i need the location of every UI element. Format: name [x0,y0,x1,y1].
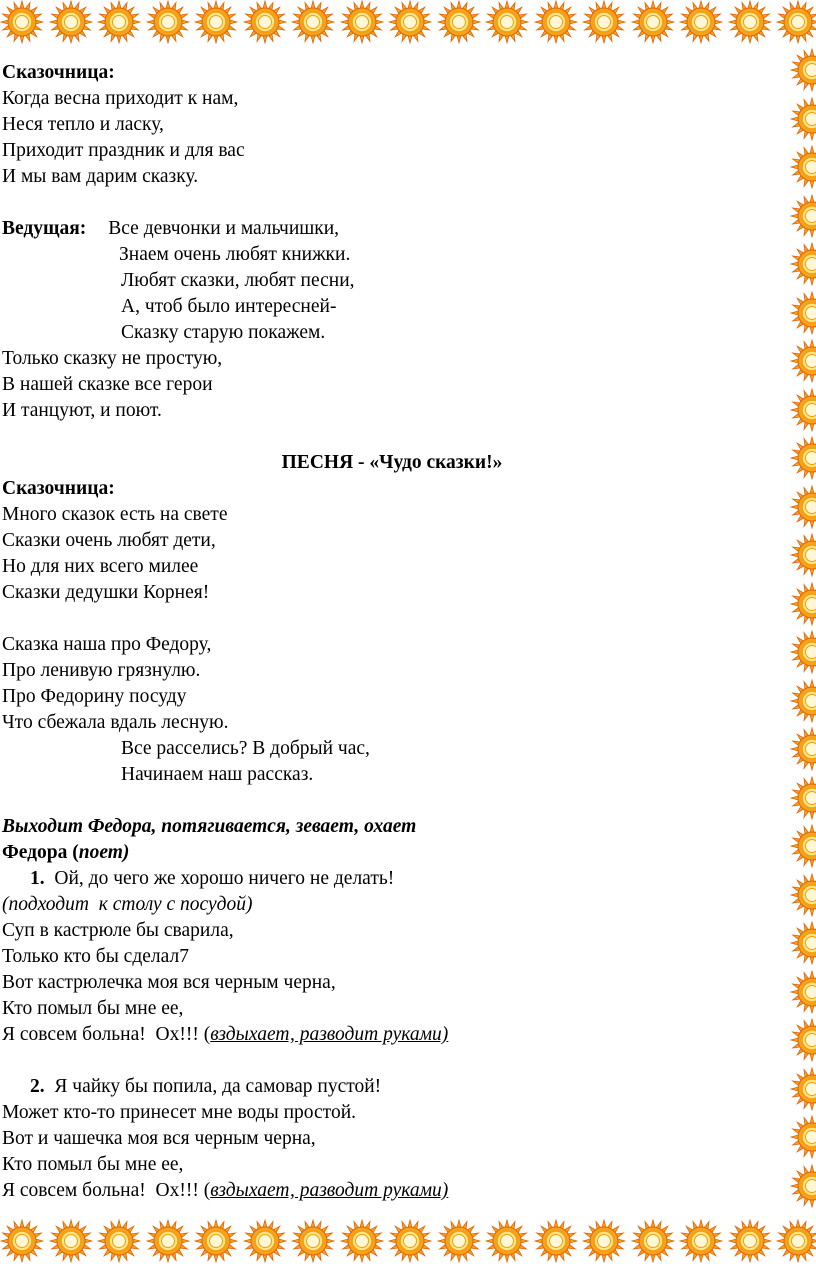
sun-icon [437,0,481,44]
sun-icon [582,0,626,44]
sun-icon [437,1219,481,1263]
sun-icon [0,1219,44,1263]
sun-icon [790,582,816,626]
verse-line: Про Федорину посуду [2,684,782,710]
sun-icon [790,873,816,917]
verse-line: Начинаем наш рассказ. [2,762,782,788]
sun-icon [97,1219,141,1263]
song-title: ПЕСНЯ - «Чудо сказки!» [2,450,782,476]
sun-icon [243,1219,287,1263]
verse-line: Только сказку не простую, [2,346,782,372]
stage-direction: вздыхает, разводит руками) [210,1024,448,1045]
sun-icon [790,1018,816,1062]
sun-icon [776,0,816,44]
sun-icon [291,1219,335,1263]
sun-icon [790,679,816,723]
stage-direction: Выходит Федора, потягивается, зевает, охает [2,814,782,840]
sun-icon [790,291,816,335]
verse-line: В нашей сказке все герои [2,372,782,398]
sun-icon [790,776,816,820]
sun-icon [291,0,335,44]
sun-icon [790,145,816,189]
verse-line: Про ленивую грязнулю. [2,658,782,684]
sun-icon [790,533,816,577]
sun-icon [534,0,578,44]
border-top [0,0,816,44]
sun-icon [582,1219,626,1263]
sun-icon [790,339,816,383]
speaker-label: Сказочница: [2,476,782,502]
sun-icon [790,1067,816,1111]
verse-line: И мы вам дарим сказку. [2,164,782,190]
border-right [790,44,816,1219]
speaker-label: Сказочница: [2,60,782,86]
sun-icon [728,0,772,44]
verse-line: Кто помыл бы мне ее, [2,996,782,1022]
sun-icon [146,0,190,44]
verse-line: Но для них всего милее [2,554,782,580]
verse-line: Все расселись? В добрый час, [2,736,782,762]
verse-number: 2. [30,1076,45,1097]
verse-line: Я совсем больна! Ох!!! (вздыхает, разводит руками) [2,1178,782,1204]
verse-line: Сказки дедушки Корнея! [2,580,782,606]
sun-icon [679,0,723,44]
sun-icon [388,1219,432,1263]
verse-line: Ведущая: Все девчонки и мальчишки, [2,216,782,242]
verse-line: Вот кастрюлечка моя вся черным черна, [2,970,782,996]
sun-icon [146,1219,190,1263]
sun-icon [790,436,816,480]
verse-line: Много сказок есть на свете [2,502,782,528]
verse-line: Любят сказки, любят песни, [2,268,782,294]
verse-line: Может кто-то принесет мне воды простой. [2,1100,782,1126]
stage-direction: вздыхает, разводит руками) [210,1180,448,1201]
speaker-label: Ведущая: [2,218,86,239]
verse-line: Сказка наша про Федору, [2,632,782,658]
sun-icon [790,194,816,238]
sun-icon [790,727,816,771]
sun-icon [790,485,816,529]
verse-line: 1. Ой, до чего же хорошо ничего не делать! [2,866,782,892]
verse-line: Неся тепло и ласку, [2,112,782,138]
sun-icon [243,0,287,44]
sun-icon [485,1219,529,1263]
sun-icon [0,0,44,44]
verse-line: А, чтоб было интересней- [2,294,782,320]
sun-icon [790,1115,816,1159]
stage-direction: (подходит к столу с посудой) [2,892,782,918]
verse-line: Что сбежала вдаль лесную. [2,710,782,736]
verse-line: Приходит праздник и для вас [2,138,782,164]
sun-icon [790,630,816,674]
verse-line: 2. Я чайку бы попила, да самовар пустой! [2,1074,782,1100]
verse-line: Когда весна приходит к нам, [2,86,782,112]
verse-line: Кто помыл бы мне ее, [2,1152,782,1178]
sun-icon [679,1219,723,1263]
sun-icon [534,1219,578,1263]
verse-line: И танцуют, и поют. [2,398,782,424]
sun-icon [790,970,816,1014]
sun-icon [194,1219,238,1263]
speaker-label: Федора (поет) [2,840,782,866]
document-body [2,60,782,1204]
sun-icon [194,0,238,44]
sun-icon [340,1219,384,1263]
sun-icon [97,0,141,44]
sun-icon [340,0,384,44]
sun-icon [790,824,816,868]
sun-icon [485,0,529,44]
sun-icon [631,1219,675,1263]
sun-icon [790,48,816,92]
sun-icon [790,242,816,286]
verse-line: Вот и чашечка моя вся черным черна, [2,1126,782,1152]
sun-icon [790,97,816,141]
sun-icon [790,921,816,965]
sun-icon [790,388,816,432]
sun-icon [388,0,432,44]
verse-line: Суп в кастрюле бы сварила, [2,918,782,944]
sun-icon [790,1164,816,1208]
verse-line: Только кто бы сделал7 [2,944,782,970]
sun-icon [631,0,675,44]
verse-number: 1. [30,868,45,889]
verse-line: Сказки очень любят дети, [2,528,782,554]
sun-icon [49,1219,93,1263]
border-bottom [0,1219,816,1263]
verse-line: Я совсем больна! Ох!!! (вздыхает, разводит руками) [2,1022,782,1048]
sun-icon [776,1219,816,1263]
sun-icon [49,0,93,44]
verse-line: Знаем очень любят книжки. [2,242,782,268]
verse-line: Сказку старую покажем. [2,320,782,346]
sun-icon [728,1219,772,1263]
